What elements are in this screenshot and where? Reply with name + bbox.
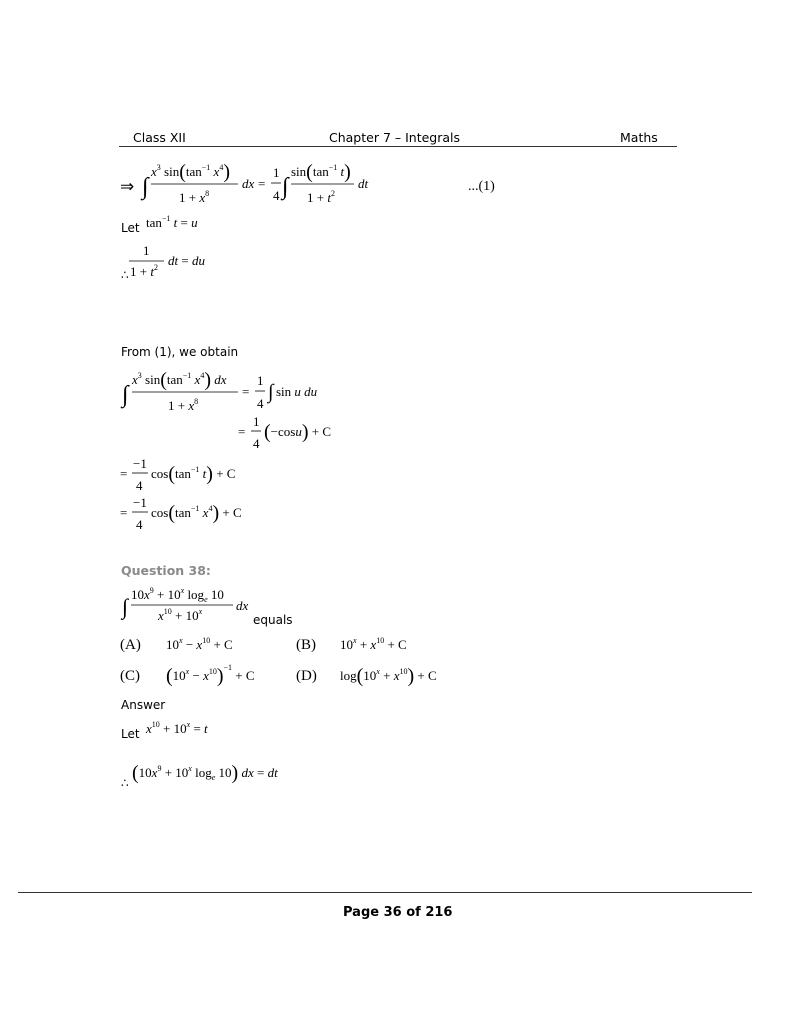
header-rule bbox=[119, 146, 677, 147]
let-label-1: Let bbox=[121, 221, 140, 235]
svg-text:(D): (D) bbox=[296, 668, 317, 684]
svg-text:(−cosu) + C: (−cosu) + C bbox=[264, 421, 332, 443]
equals-text: equals bbox=[253, 613, 293, 627]
svg-text:−1: −1 bbox=[133, 456, 147, 471]
svg-text:x10 + 10x: $x^{10} + 10^x$ bbox=[158, 607, 203, 623]
equation-1 bbox=[118, 160, 508, 210]
svg-text:4: 4 bbox=[136, 517, 143, 532]
svg-text:10x9 + 10x loge 10: $10x^9 + 10^x$ $\log_e 10$ bbox=[131, 586, 224, 604]
svg-text:x3 sin(tan−1 x4) dx: $x^3$ $\sin(\tan^{-1}$ $x^4$) dx bbox=[132, 369, 227, 391]
from-one-text: From (1), we obtain bbox=[121, 345, 239, 359]
substitution-u bbox=[146, 212, 226, 232]
svg-text:dt = du: dt = du bbox=[168, 253, 205, 268]
svg-text:∫: ∫ bbox=[142, 174, 149, 200]
svg-text:x3 sin(tan−1 x4): $x^3$ $\sin(\tan^{-1}$ $x^4$) bbox=[151, 161, 230, 183]
svg-text:1: 1 bbox=[257, 373, 264, 388]
differential-dt bbox=[132, 760, 302, 785]
svg-text:∫: ∫ bbox=[268, 381, 274, 403]
option-b bbox=[296, 636, 407, 653]
svg-text:(A): (A) bbox=[120, 637, 141, 653]
page-number: Page 36 of 216 bbox=[343, 905, 453, 920]
svg-text:(B): (B) bbox=[296, 637, 316, 653]
svg-text:4: 4 bbox=[253, 436, 260, 451]
svg-text:1 + t2: $1 + t^2$ bbox=[307, 189, 335, 205]
let-label-2: Let bbox=[121, 727, 140, 741]
svg-text:sin u du: sin u du bbox=[276, 384, 318, 399]
svg-text:1 + t2: $1 + t^2$ bbox=[130, 263, 158, 279]
answer-label: Answer bbox=[121, 698, 166, 712]
integral-solution bbox=[118, 368, 378, 532]
svg-text:⇒: ⇒ bbox=[120, 177, 135, 196]
svg-text:=: = bbox=[242, 384, 250, 399]
svg-text:=: = bbox=[120, 466, 128, 481]
svg-text:1: 1 bbox=[143, 243, 150, 258]
footer-rule bbox=[18, 892, 752, 893]
svg-text:10x − x10 + C: $10^x - x^{10} + C$ bbox=[166, 636, 233, 652]
option-a bbox=[120, 636, 233, 653]
svg-text:sin(tan−1 t): $\sin(\tan^{-1}$ t) bbox=[291, 161, 351, 183]
svg-text:4: 4 bbox=[136, 478, 143, 493]
svg-text:tan−1 t = u: $\tan^{-1} t = u$ bbox=[146, 214, 198, 230]
svg-text:=: = bbox=[238, 424, 246, 439]
header-chapter: Chapter 7 – Integrals bbox=[329, 130, 461, 145]
question-title: Question 38: bbox=[121, 563, 211, 578]
differential-du bbox=[129, 240, 229, 280]
svg-text:10x + x10 + C: $10^x + x^{10} + C$ bbox=[340, 636, 407, 652]
svg-text:1 + x8: $1 + x^8$ bbox=[179, 189, 210, 205]
svg-text:cos(tan−1 x4) + C: $\cos(\tan^{-1}$ $x^4) + C$ bbox=[151, 502, 242, 524]
svg-text:dt: dt bbox=[358, 176, 369, 191]
svg-text:log(10x + x10) + C: $\log(10^x + x^{10}) + C$ bbox=[340, 665, 437, 687]
therefore-symbol-2: ∴ bbox=[121, 776, 129, 790]
svg-text:∫: ∫ bbox=[282, 174, 289, 200]
therefore-symbol-1: ∴ bbox=[121, 268, 129, 282]
svg-text:=: = bbox=[120, 505, 128, 520]
svg-text:(C): (C) bbox=[120, 668, 140, 684]
answer-options bbox=[118, 632, 458, 692]
svg-text:∫: ∫ bbox=[122, 382, 129, 408]
svg-text:4: 4 bbox=[273, 188, 280, 203]
header-class: Class XII bbox=[133, 130, 186, 145]
svg-text:1: 1 bbox=[253, 414, 260, 429]
svg-text:=: = bbox=[258, 176, 266, 191]
svg-text:x10 + 10x = t: $x^{10} + 10^x = t$ bbox=[146, 720, 208, 736]
header-subject: Maths bbox=[620, 130, 658, 145]
option-d bbox=[296, 665, 437, 687]
svg-text:∫: ∫ bbox=[122, 594, 129, 619]
svg-text:dx: dx bbox=[236, 598, 249, 613]
substitution-t bbox=[146, 718, 246, 738]
option-c bbox=[120, 663, 255, 687]
question-integral bbox=[118, 584, 268, 629]
svg-text:1 + x8: $1 + x^8$ bbox=[168, 397, 199, 413]
svg-text:1: 1 bbox=[273, 165, 280, 180]
svg-text:(10x9 + 10x loge 10) dx = dt: ($10x^9 + 10^x$ $\log_e 10$) dx = dt bbox=[132, 762, 278, 784]
svg-text:(10x − x10)−1 + C: $(10^x - x^{10})^{-1} + C$ bbox=[166, 663, 255, 687]
svg-text:dx: dx bbox=[242, 176, 255, 191]
svg-text:cos(tan−1 t) + C: $\cos(\tan^{-1}$ t) + C bbox=[151, 463, 236, 485]
svg-text:...(1): ...(1) bbox=[468, 179, 495, 194]
svg-text:−1: −1 bbox=[133, 495, 147, 510]
svg-text:4: 4 bbox=[257, 396, 264, 411]
